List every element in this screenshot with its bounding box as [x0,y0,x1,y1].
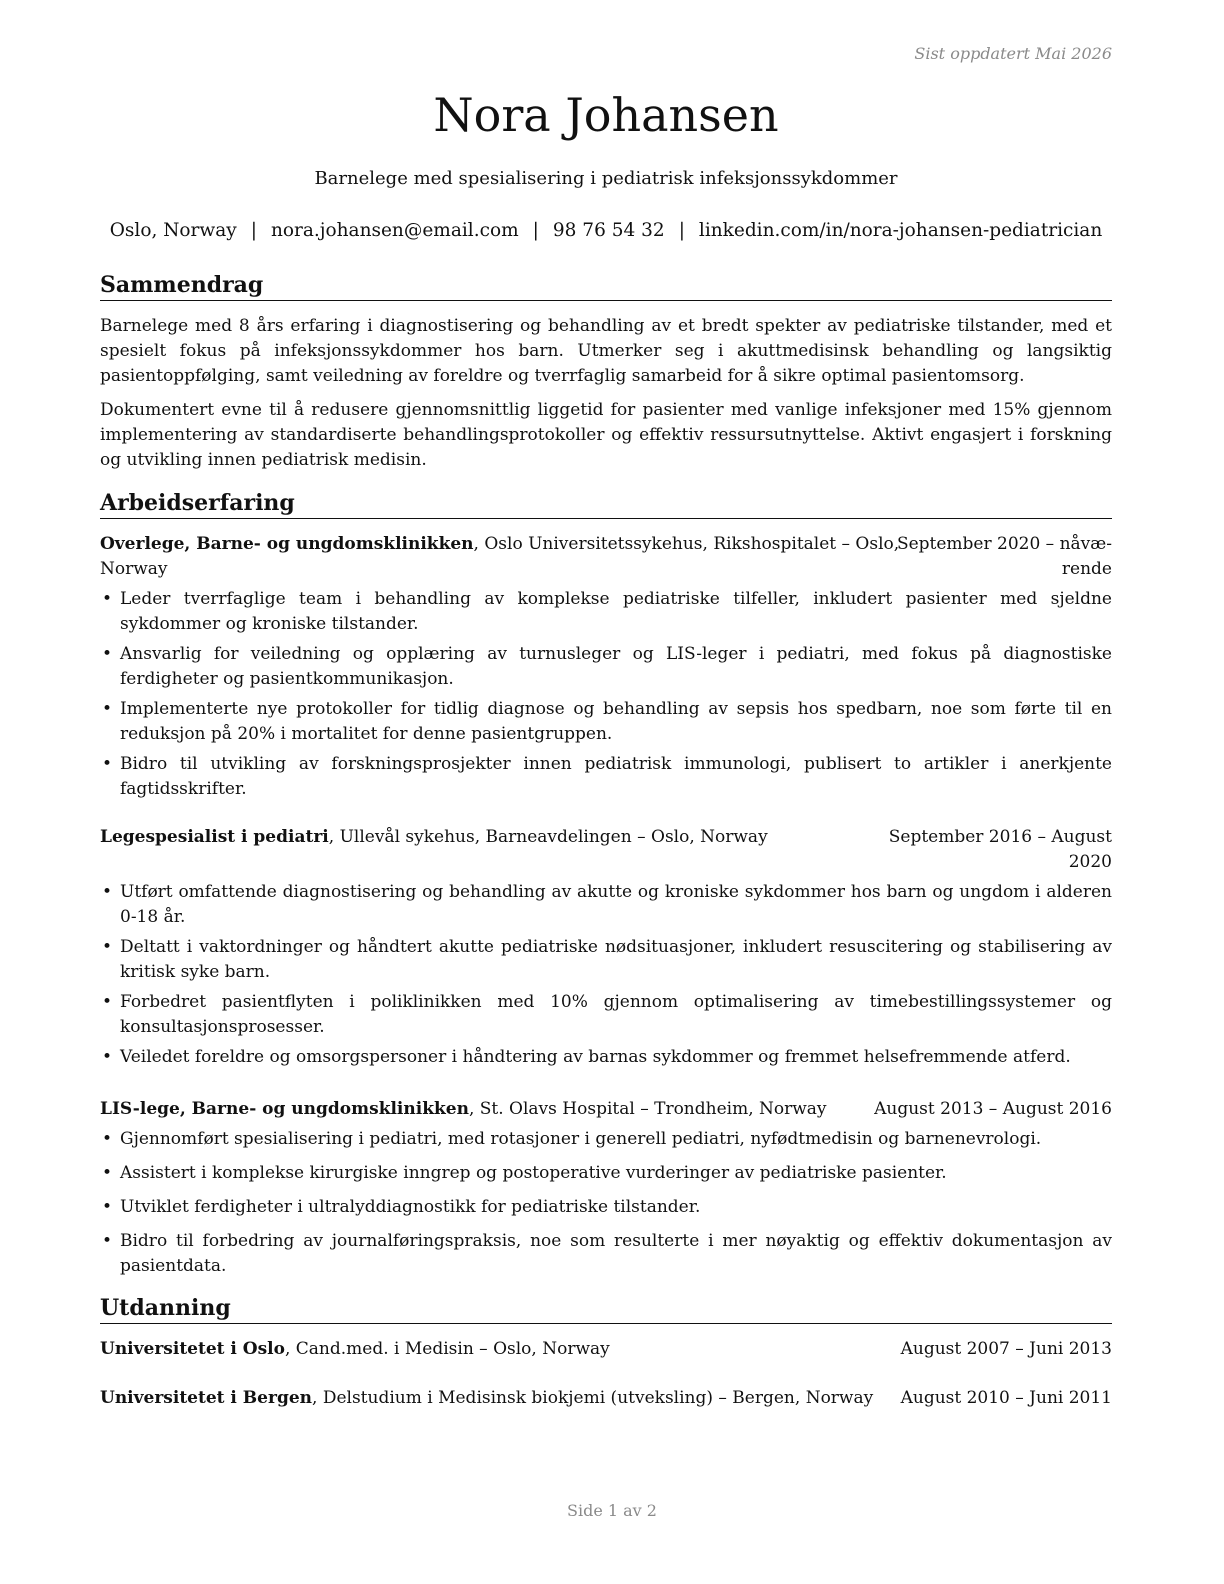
job-employer: , Oslo Universitetssykehus, Rikshospitalet – Oslo, [473,534,900,554]
job-role: Legespesialist i pediatri [100,827,329,847]
education-dates: August 2010 – Juni 2011 [900,1388,1112,1408]
job-employer: , Ullevål sykehus, Barneavdelingen – Oslo, Norway [328,827,768,847]
separator: | [532,220,539,241]
separator: | [250,220,257,241]
linkedin-link[interactable]: linkedin.com/in/nora-johansen-pediatrician [698,220,1103,241]
separator: | [678,220,685,241]
job-bullets [100,880,1112,1075]
list-item: • Utført omfattende diagnostisering og behandling av akutte og kroniske sykdommer hos barn og ungdom i alderen 0-18 år. [100,880,1112,930]
list-item: • Assistert i komplekse kirurgiske inngrep og postoperative vurderinger av pediatriske pasienter. [100,1161,1112,1186]
list-item: • Deltatt i vaktordninger og håndtert akutte pediatriske nødsituasjoner, inkludert resuscitering og stabilisering av kritisk syke barn. [100,935,1112,985]
job-header [100,825,1112,875]
job-dates: September 2020 – nåvæ- rende [896,534,1112,579]
list-item: • Forbedret pasientflyten i poliklinikken med 10% gjennom optimalisering av timebestillingssystemer og konsultasjonsprosesser. [100,990,1112,1040]
list-item: • Bidro til utvikling av forskningsprosjekter innen pediatrisk immunologi, publisert to artikler i anerkjente fagtidsskrifter. [100,752,1112,802]
job-title-block [100,1097,827,1122]
list-item: • Bidro til forbedring av journalføringspraksis, noe som resulterte i mer nøyaktig og effektiv dokumentasjon av pasientdata. [100,1229,1112,1279]
contact-line [100,220,1112,241]
list-item: • Utviklet ferdigheter i ultralyddiagnostikk for pediatriske tilstander. [100,1195,1112,1220]
job-header [100,532,1112,582]
list-item: • Gjennomført spesialisering i pediatri, med rotasjoner i generell pediatri, nyfødtmedisin og barnenevrologi. [100,1127,1112,1152]
education-item [100,1337,1112,1362]
job-bullets [100,1127,1112,1284]
school-name: Universitetet i Bergen [100,1388,313,1408]
job-dates: August 2013 – August 2016 [874,1099,1112,1119]
list-item: • Implementerte nye protokoller for tidlig diagnose og behandling av sepsis hos spedbarn, noe som førte til en reduksjon på 20% i mortalitet for denne pasientgruppen. [100,697,1112,747]
email-link[interactable]: nora.johansen@email.com [270,220,519,241]
job-role: LIS-lege, Barne- og ungdomsklinikken [100,1099,469,1119]
education-dates: August 2007 – Juni 2013 [900,1339,1112,1359]
list-item: • Leder tverrfaglige team i behandling av komplekse pediatriske tilfeller, inkludert pasienter med sjeldne sykdommer og kroniske tilstander. [100,587,1112,637]
job-employer-cont: Norway [100,559,168,579]
job-employer: , St. Olavs Hospital – Trondheim, Norway [468,1099,827,1119]
job-dates: September 2016 – August 2020 [888,827,1112,872]
school-name: Universitetet i Oslo [100,1339,285,1359]
location: Oslo, Norway [109,220,237,241]
job-bullets [100,587,1112,807]
candidate-name: Nora Johansen [433,88,779,142]
list-item: • Veiledet foreldre og omsorgspersoner i håndtering av barnas sykdommer og fremmet helsefremmende atferd. [100,1045,1112,1070]
page-number: Side 1 av 2 [567,1501,657,1520]
education-item [100,1386,1112,1411]
section-title-summary: Sammendrag [100,271,1112,301]
degree-detail: , Cand.med. i Medisin – Oslo, Norway [284,1339,610,1359]
section-title-education: Utdanning [100,1294,1112,1324]
last-updated: Sist oppdatert Mai 2026 [914,44,1112,63]
job-header [100,1097,1112,1122]
headline: Barnelege med spesialisering i pediatrisk infeksjonssykdommer [314,168,898,189]
job-title-block [100,825,768,850]
phone: 98 76 54 32 [552,220,665,241]
job-role: Overlege, Barne- og ungdomsklinikken [100,534,474,554]
summary-paragraph: Barnelege med 8 års erfaring i diagnostisering og behandling av et bredt spekter av pediatriske tilstander, med et spesielt fokus på infeksjonssykdommer hos barn. Utmerker seg i akuttmedisinsk behandling og langsiktig pasientoppfølging, samt veiledning av foreldre og tverrfaglig samarbeid for å sikre optimal pasientomsorg. [100,316,1112,386]
job-title-block [100,532,899,582]
degree-detail: , Delstudium i Medisinsk biokjemi (utveksling) – Bergen, Norway [312,1388,874,1408]
section-title-experience: Arbeidserfaring [100,489,1112,519]
list-item: • Ansvarlig for veiledning og opplæring av turnusleger og LIS-leger i pediatri, med fokus på diagnostiske ferdigheter og pasientkommunikasjon. [100,642,1112,692]
summary-paragraph: Dokumentert evne til å redusere gjennomsnittlig liggetid for pasienter med vanlige infeksjoner med 15% gjennom implementering av standardiserte behandlingsprotokoller og effektiv ressursutnyttelse. Aktivt engasjert i forskning og utvikling innen pediatrisk medisin. [100,400,1112,470]
